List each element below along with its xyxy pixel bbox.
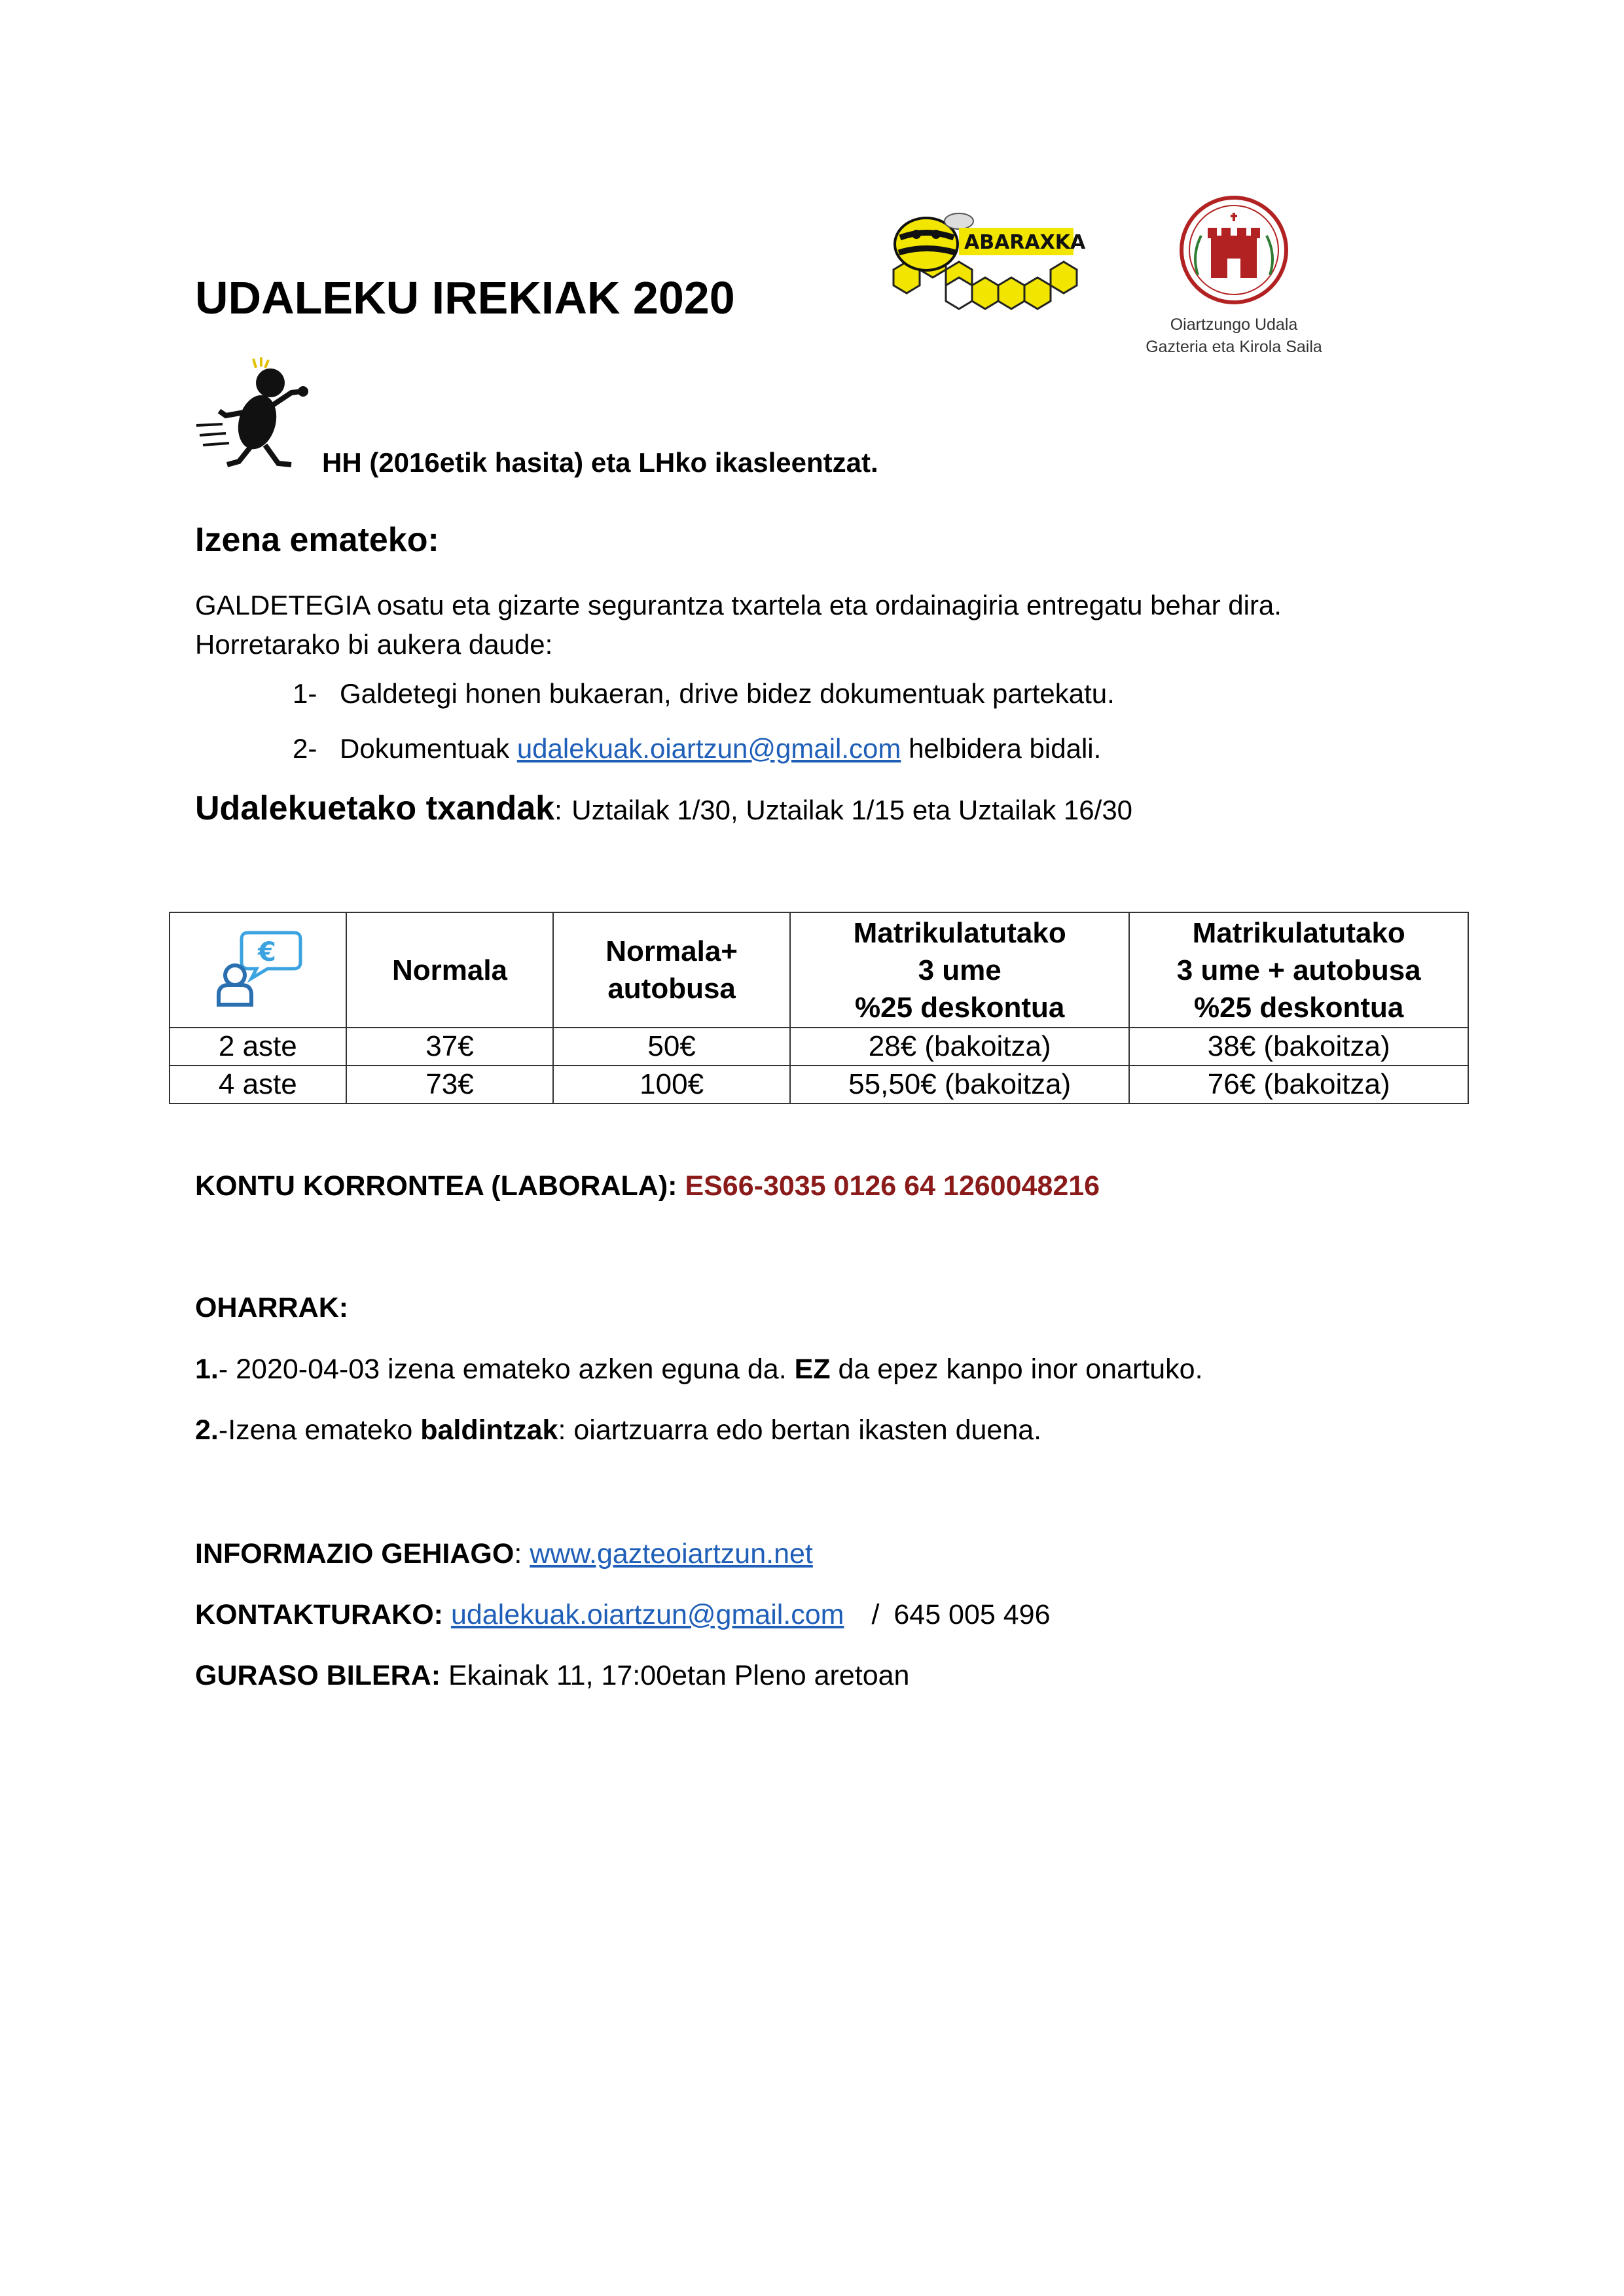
contact-phone: 645 005 496 [893,1599,1051,1630]
contact-separator: / [871,1599,880,1630]
castle-seal-icon [1126,190,1342,308]
website-link[interactable]: www.gazteoiartzun.net [530,1538,813,1570]
price-normal: 37€ [346,1028,554,1066]
price-bus: 50€ [553,1028,790,1066]
option-text: Galdetegi honen bukaeran, drive bidez dokumentuak partekatu. [340,678,1115,709]
col-header-three-kids-bus: Matrikulatutako 3 ume + autobusa %25 deskontua [1129,912,1468,1028]
running-figure-icon [193,353,317,478]
notes-heading: OHARRAK: [195,1292,349,1323]
town-logo-name: Oiartzungo Udala [1170,315,1298,334]
parents-meeting-line [195,1660,909,1692]
registration-option-1 [293,678,1115,709]
table-row [170,1066,1468,1103]
svg-text:ABARAXKA: ABARAXKA [964,231,1086,254]
price-three-bus: 76€ (bakoitza) [1129,1066,1468,1103]
svg-text:€: € [257,937,276,967]
abaraxka-logo [880,208,1090,313]
row-label: 4 aste [170,1066,346,1103]
note-2: 2.-Izena emateko baldintzak: oiartzuarra edo bertan ikasten duena. [195,1414,1042,1446]
registration-heading: Izena emateko: [195,521,439,559]
col-header-normal: Normala [346,912,554,1028]
meeting-label: GURASO BILERA: [195,1660,441,1691]
col-header-normal-bus: Normala+ autobusa [553,912,790,1028]
shifts-label: Udalekuetako txandak [195,789,555,827]
shifts-colon: : [554,795,562,825]
account-iban: ES66-3035 0126 64 1260048216 [685,1170,1100,1202]
shifts-text: Uztailak 1/30, Uztailak 1/15 eta Uztailak 16/30 [571,795,1133,825]
option-number: 2- [293,733,317,764]
shifts-line [195,789,1132,828]
meeting-text: Ekainak 11, 17:00etan Pleno aretoan [448,1660,910,1691]
town-logo-department: Gazteria eta Kirola Saila [1146,338,1322,356]
contact-line [195,1599,1050,1631]
registration-paragraph [195,586,1282,664]
price-normal: 73€ [346,1066,554,1103]
registration-option-2 [293,733,1101,764]
option-suffix: helbidera bidali. [909,733,1102,764]
price-three-bus: 38€ (bakoitza) [1129,1028,1468,1066]
contact-label: KONTAKTURAKO: [195,1599,443,1630]
price-table [169,912,1469,1104]
account-line [195,1170,1100,1202]
account-label: KONTU KORRONTEA (LABORALA): [195,1170,677,1202]
more-info-line: INFORMAZIO GEHIAGO: www.gazteoiartzun.net [195,1538,813,1570]
more-info-label: INFORMAZIO GEHIAGO [195,1538,514,1570]
oiartzun-town-logo [1126,190,1342,363]
page-title: UDALEKU IREKIAK 2020 [195,272,735,323]
price-three: 28€ (bakoitza) [790,1028,1130,1066]
table-row [170,1028,1468,1066]
note-1: 1.- 2020-04-03 izena emateko azken eguna da. EZ da epez kanpo inor onartuko. [195,1354,1203,1385]
euro-payment-icon [212,923,304,1008]
bee-logo-icon [880,208,1090,313]
price-bus: 100€ [553,1066,790,1103]
price-three: 55,50€ (bakoitza) [790,1066,1130,1103]
col-header-three-kids: Matrikulatutako 3 ume %25 deskontua [790,912,1130,1028]
euro-user-icon-cell [170,912,346,1028]
table-header-row [170,912,1468,1028]
option-prefix: Dokumentuak [340,733,510,764]
audience-text: HH (2016etik hasita) eta LHko ikasleentzat. [322,447,878,478]
row-label: 2 aste [170,1028,346,1066]
email-link[interactable]: udalekuak.oiartzun@gmail.com [516,733,901,764]
option-number: 1- [293,678,317,709]
registration-line-2: Horretarako bi aukera daude: [195,629,553,660]
registration-line-1: GALDETEGIA osatu eta gizarte segurantza txartela eta ordainagiria entregatu behar dira. [195,590,1282,620]
contact-email-link[interactable]: udalekuak.oiartzun@gmail.com [450,1599,844,1630]
